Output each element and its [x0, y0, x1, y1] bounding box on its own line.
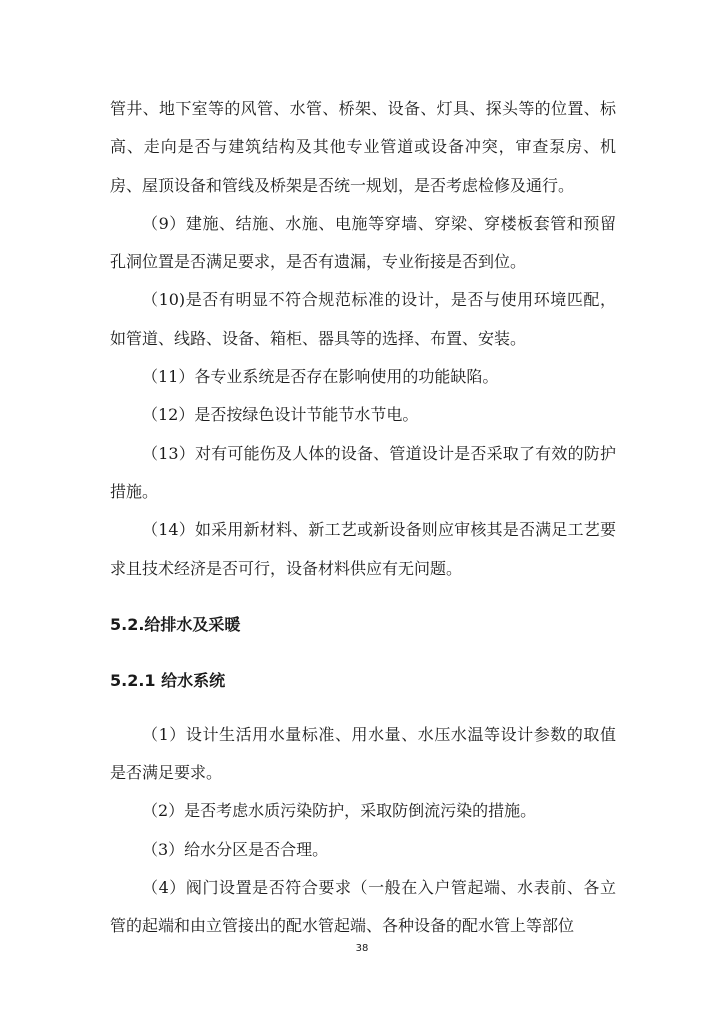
paragraph-item-9: （9）建施、结施、水施、电施等穿墙、穿梁、穿楼板套管和预留孔洞位置是否满足要求，是否有遗漏，专业衔接是否到位。	[110, 213, 616, 272]
paragraph-continuation: 管井、地下室等的风管、水管、桥架、设备、灯具、探头等的位置、标高、走向是否与建筑结构及其他专业管道或设备冲突，审查泵房、机房、屋顶设备和管线及桥架是否统一规划，是否考虑检修及通行。	[110, 99, 616, 195]
paragraph-item-11: （11）各专业系统是否存在影响使用的功能缺陷。	[142, 367, 499, 387]
page-content	[110, 90, 616, 946]
subsection-heading: 5.2.1 给水系统	[110, 670, 226, 690]
paragraph-water-4: （4）阀门设置是否符合要求（一般在入户管起端、水表前、各立管的起端和由立管接出的配水管起端、各种设备的配水管上等部位	[110, 878, 616, 936]
paragraph-water-3: （3）给水分区是否合理。	[142, 839, 329, 859]
paragraph-water-1: （1）设计生活用水量标准、用水量、水压水温等设计参数的取值是否满足要求。	[110, 724, 616, 783]
paragraph-item-10: （10)是否有明显不符合规范标准的设计，是否与使用环境匹配，如管道、线路、设备、箱柜、器具等的选择、布置、安装。	[110, 290, 616, 348]
paragraph-water-2: （2）是否考虑水质污染防护，采取防倒流污染的措施。	[142, 801, 537, 821]
section-heading: 5.2.给排水及采暖	[110, 614, 241, 634]
paragraph-item-12: （12）是否按绿色设计节能节水节电。	[142, 405, 419, 425]
paragraph-item-13: （13）对有可能伤及人体的设备、管道设计是否采取了有效的防护措施。	[110, 443, 616, 501]
page-number: 38	[355, 943, 369, 954]
paragraph-item-14: （14）如采用新材料、新工艺或新设备则应审核其是否满足工艺要求且技术经济是否可行，设备材料供应有无问题。	[110, 520, 616, 578]
